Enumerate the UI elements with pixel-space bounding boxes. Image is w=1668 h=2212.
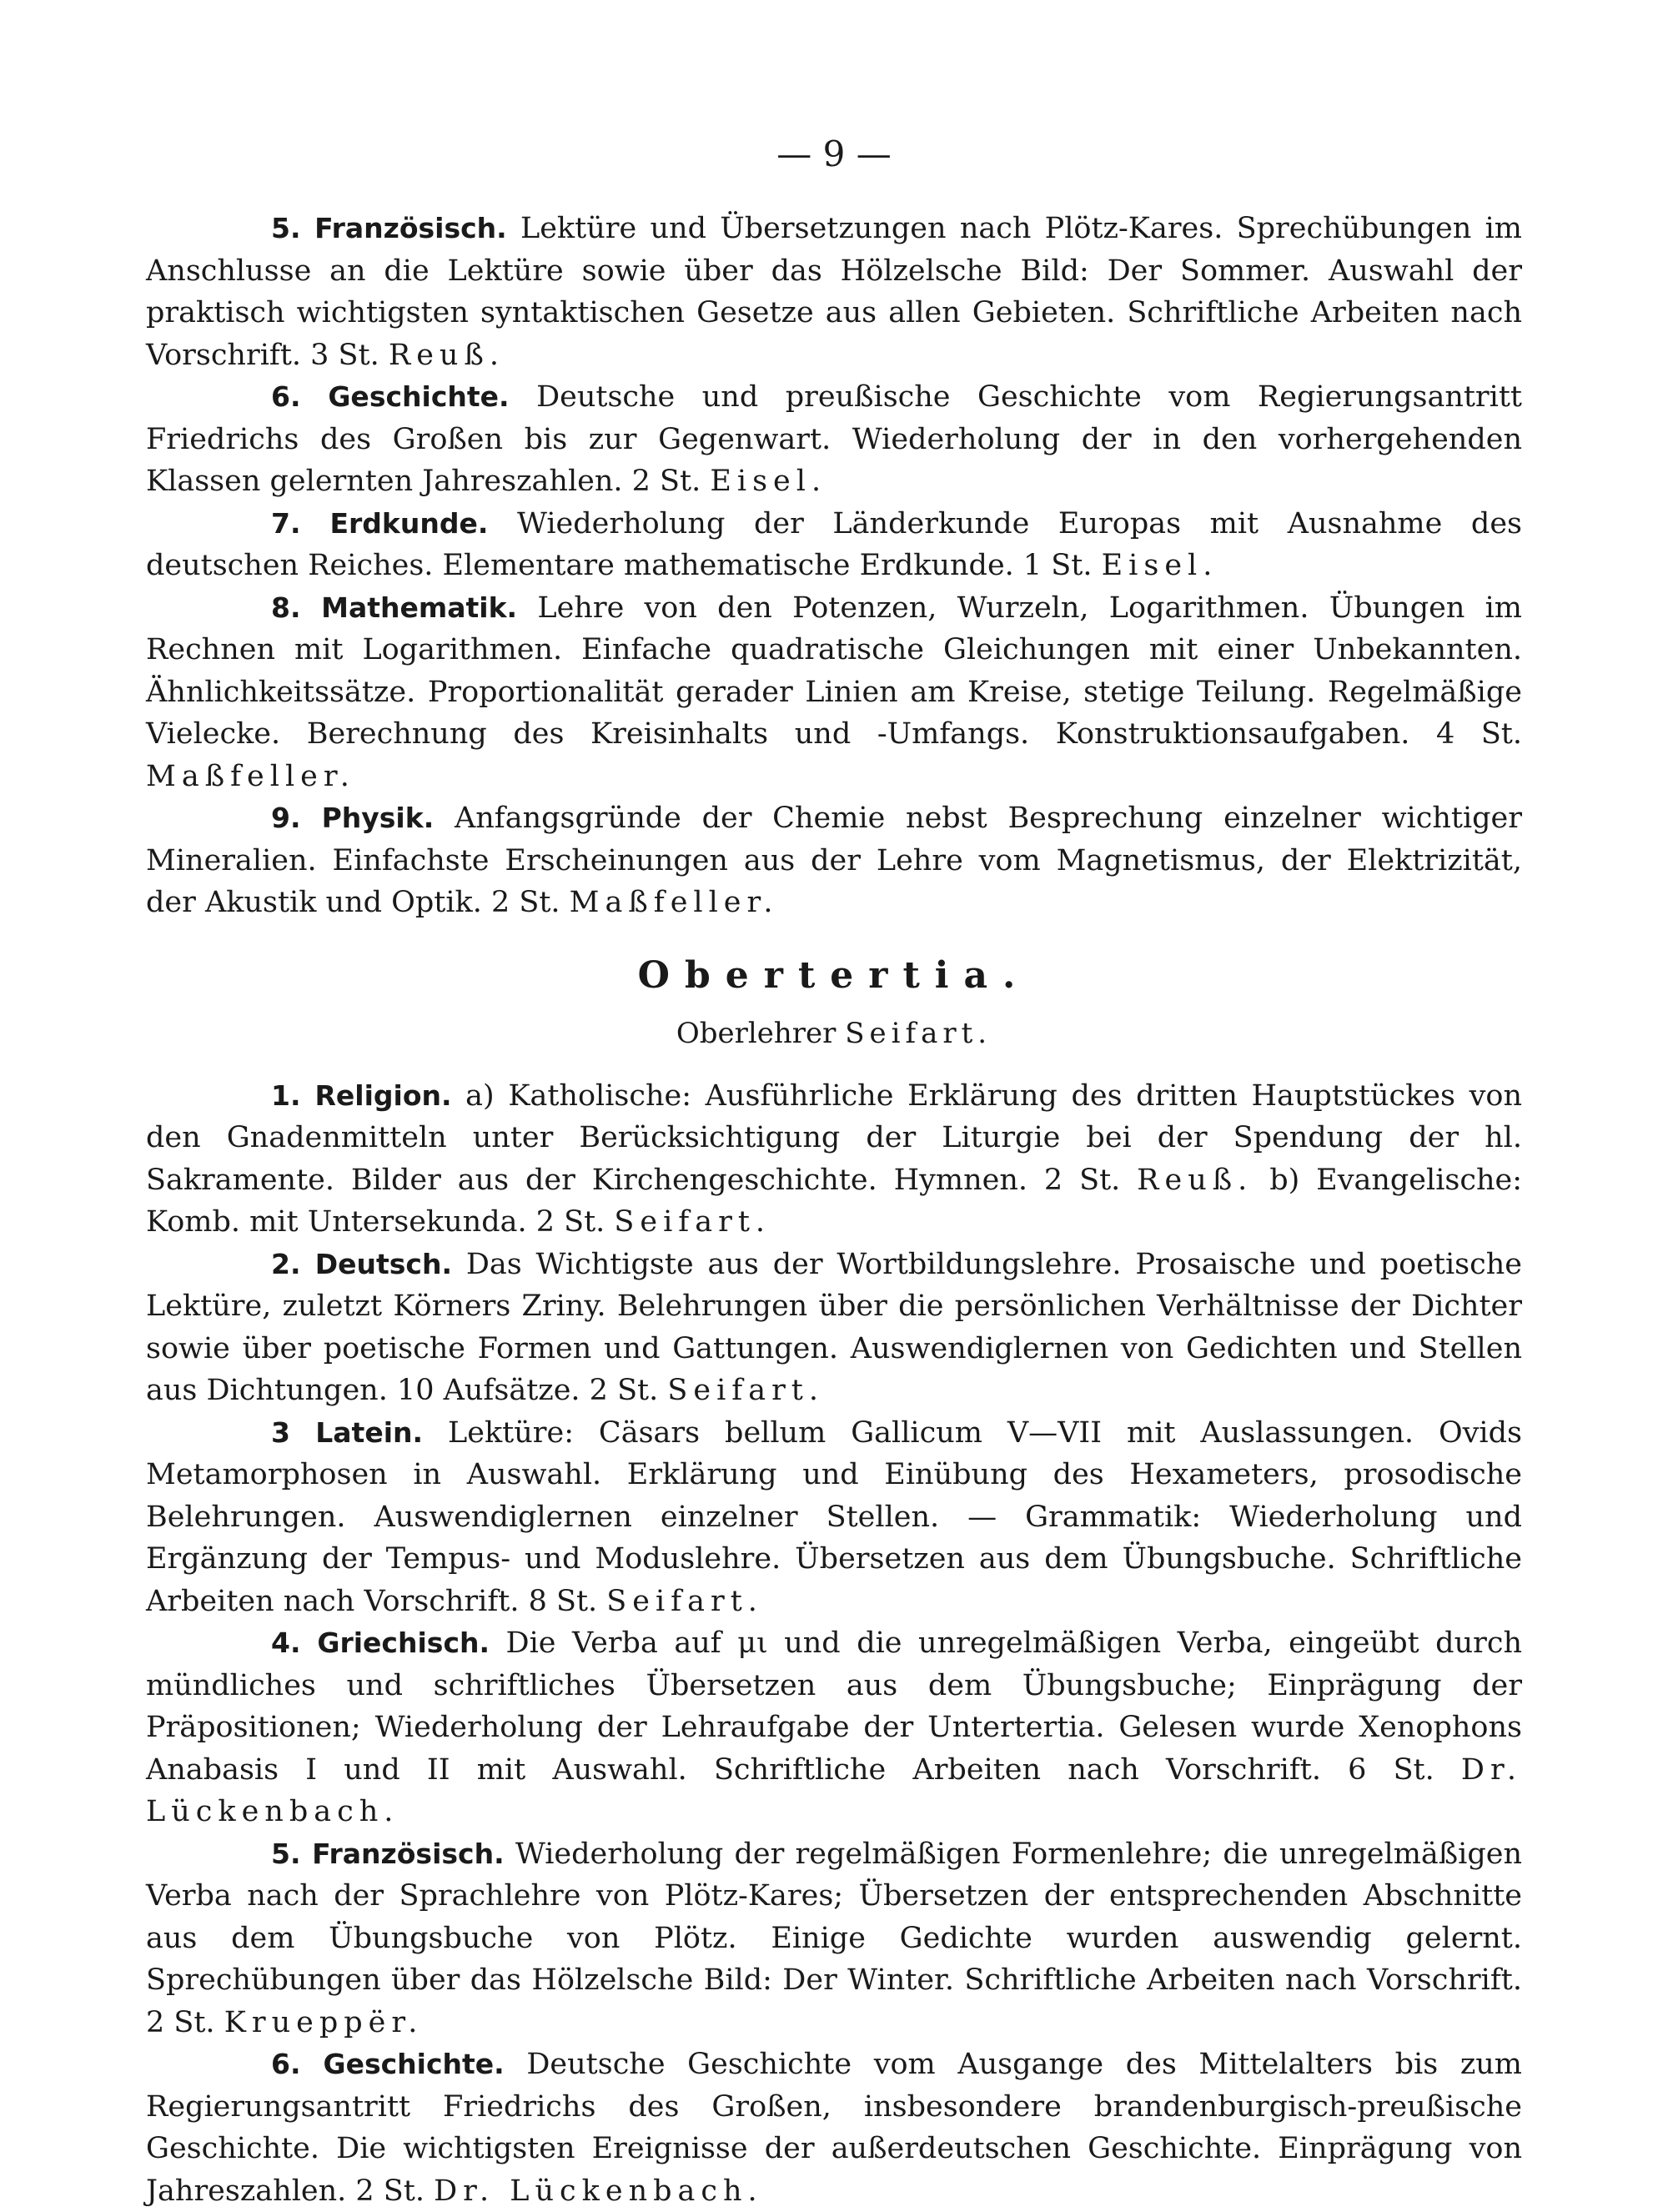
teacher-name: Reuß. — [1137, 1164, 1253, 1197]
teacher-name: Maßfeller. — [570, 886, 779, 919]
teacher-name: Dr. Lückenbach. — [146, 1753, 1522, 1829]
paragraph-text: Deutsche und preußische Geschichte vom Regierungsantritt Friedrichs des Großen bis zur Gegenwart. Wiederholung der in den vorhergehenden Klassen gelernten Jahreszahlen. 2 St. — [146, 380, 1522, 498]
subject-heading: 6. Geschichte. — [271, 380, 510, 413]
paragraph-text: Anfangsgründe der Chemie nebst Besprechung einzelner wichtiger Mineralien. Einfachste Erscheinungen aus der Lehre vom Magnetismus, der Elektrizität, der Akustik und Optik. 2 St. — [146, 802, 1522, 919]
paragraph-text: a) Katholische: Ausführliche Erklärung des dritten Hauptstückes von den Gnadenmitteln unter Berücksichtigung der Liturgie bei der Spendung der hl. Sakramente. Bilder aus der Kirchengeschichte. Hymnen. 2 St. — [146, 1079, 1522, 1197]
paragraph-mathematik — [146, 587, 1522, 798]
subject-heading: 9. Physik. — [271, 802, 434, 834]
teacher-name: Krueppër. — [224, 2006, 424, 2039]
paragraph-geschichte-obertertia — [146, 2044, 1522, 2212]
subject-heading: 1. Religion. — [271, 1079, 452, 1112]
paragraph-text: Lehre von den Potenzen, Wurzeln, Logarithmen. Übungen im Rechnen mit Logarithmen. Einfache quadratische Gleichungen mit einer Unbekannten. Ähnlichkeitssätze. Proportionalität gerader Linien am Kreise, stetige Teilung. Regelmäßige Vielecke. Berechnung des Kreisinhalts und -Umfangs. Konstruktionsaufgaben. 4 St. — [146, 591, 1522, 752]
paragraph-griechisch — [146, 1622, 1522, 1833]
teacher-name: Maßfeller. — [146, 760, 355, 793]
paragraph-franzoesisch — [146, 208, 1522, 376]
paragraph-deutsch — [146, 1244, 1522, 1412]
teacher-name: Dr. Lückenbach. — [434, 2174, 763, 2208]
paragraph-geschichte — [146, 376, 1522, 503]
teacher-name: Seifart. — [667, 1374, 824, 1407]
paragraph-text: Wiederholung der Länderkunde Europas mit Ausnahme des deutschen Reiches. Elementare mathematische Erdkunde. 1 St. — [146, 507, 1522, 583]
section-title: Obertertia. — [146, 954, 1522, 997]
paragraph-text: Wiederholung der regelmäßigen Formenlehre; die unregelmäßigen Verba nach der Sprachlehre von Plötz-Kares; Übersetzen der entsprechenden Abschnitte aus dem Übungsbuche von Plötz. Einige Gedichte wurden auswendig gelernt. Sprechübungen über das Hölzelsche Bild: Der Winter. Schriftliche Arbeiten nach Vorschrift. 2 St. — [146, 1837, 1522, 2039]
subtitle-prefix: Oberlehrer — [676, 1017, 845, 1050]
subject-heading: 4. Griechisch. — [271, 1626, 490, 1659]
subject-heading: 5. Französisch. — [271, 1837, 505, 1870]
teacher-name: Seifart. — [606, 1585, 763, 1618]
paragraph-text: Die Verba auf μι und die unregelmäßigen Verba, eingeübt durch mündliches und schriftliches Übersetzen aus dem Übungsbuche; Einprägung der Präpositionen; Wiederholung der Lehraufgabe der Untertertia. Gelesen wurde Xenophons Anabasis I und II mit Auswahl. Schriftliche Arbeiten nach Vorschrift. 6 St. — [146, 1626, 1522, 1787]
paragraph-text: Lektüre: Cäsars bellum Gallicum V—VII mit Auslassungen. Ovids Metamorphosen in Auswahl. Erklärung und Einübung des Hexameters, prosodische Belehrungen. Auswendiglernen einzelner Stellen. — Grammatik: Wiederholung und Ergänzung der Tempus- und Moduslehre. Übersetzen aus dem Übungsbuche. Schriftliche Arbeiten nach Vorschrift. 8 St. — [146, 1416, 1522, 1618]
subject-heading: 6. Geschichte. — [271, 2048, 505, 2080]
teacher-name: Eisel. — [1102, 549, 1218, 582]
paragraph-religion — [146, 1075, 1522, 1244]
subtitle-name: Seifart. — [845, 1017, 992, 1050]
subject-heading: 2. Deutsch. — [271, 1248, 452, 1280]
paragraph-text: Deutsche Geschichte vom Ausgange des Mittelalters bis zum Regierungsantritt Friedrichs des Großen, insbesondere brandenburgisch-preußische Geschichte. Die wichtigsten Ereignisse der außerdeutschen Geschichte. Einprägung von Jahreszahlen. 2 St. — [146, 2048, 1522, 2208]
section-subtitle — [146, 1017, 1522, 1050]
teacher-name: Eisel. — [710, 465, 826, 498]
paragraph-text: Das Wichtigste aus der Wortbildungslehre. Prosaische und poetische Lektüre, zuletzt Körners Zriny. Belehrungen über die persönlichen Verhältnisse der Dichter sowie über poetische Formen und Gattungen. Auswendiglernen von Gedichten und Stellen aus Dichtungen. 10 Aufsätze. 2 St. — [146, 1248, 1522, 1408]
paragraph-physik — [146, 797, 1522, 924]
paragraph-franzoesisch-obertertia — [146, 1833, 1522, 2044]
subject-heading: 3 Latein. — [271, 1416, 423, 1449]
paragraph-text-continued: b) Evangelische: Komb. mit Untersekunda. 2 St. — [146, 1164, 1522, 1239]
paragraph-text: Lektüre und Übersetzungen nach Plötz-Kares. Sprechübungen im Anschlusse an die Lektüre sowie über das Hölzelsche Bild: Der Sommer. Auswahl der praktisch wichtigsten syntaktischen Gesetze aus allen Gebieten. Schriftliche Arbeiten nach Vorschrift. 3 St. — [146, 212, 1522, 372]
paragraph-latein — [146, 1412, 1522, 1623]
subject-heading: 8. Mathematik. — [271, 591, 517, 624]
subject-heading: 5. Französisch. — [271, 212, 507, 244]
obertertia-section — [146, 1075, 1522, 2212]
page-number: — 9 — — [146, 133, 1522, 174]
paragraph-erdkunde — [146, 503, 1522, 587]
teacher-name-second: Seifart. — [614, 1205, 771, 1239]
teacher-name: Reuß. — [389, 339, 505, 372]
subject-heading: 7. Erdkunde. — [271, 507, 488, 540]
top-section — [146, 208, 1522, 924]
